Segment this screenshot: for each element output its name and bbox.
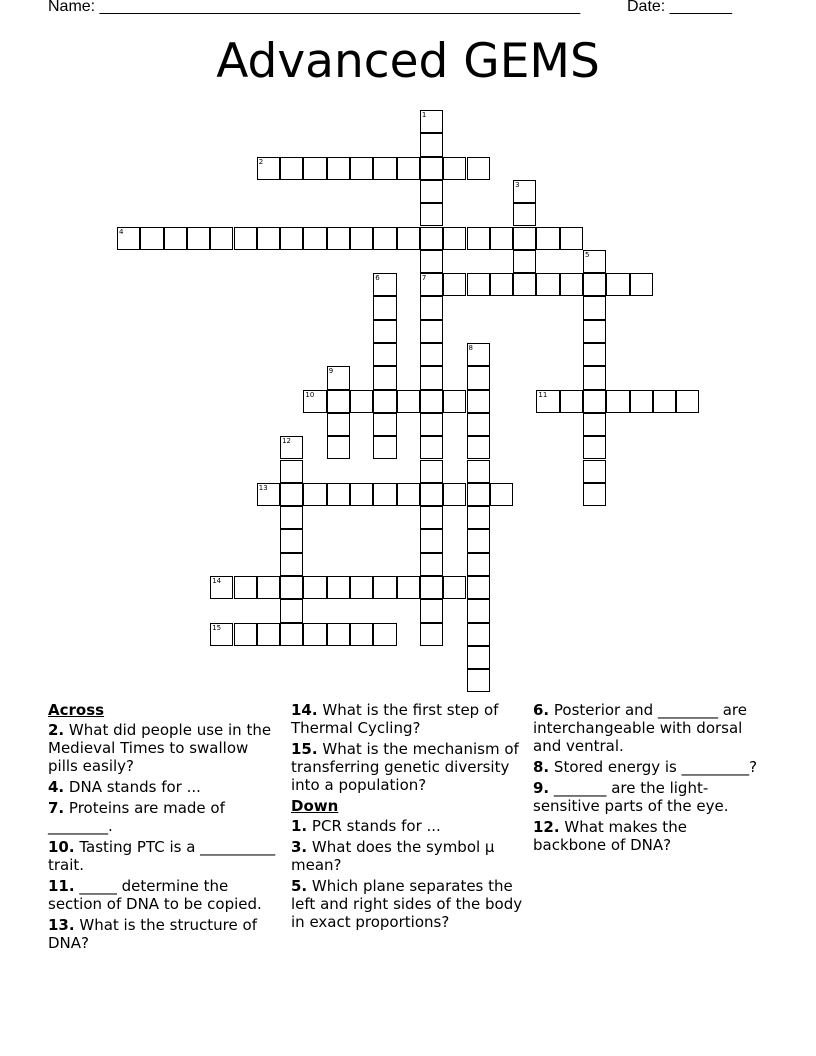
- grid-cell[interactable]: [280, 157, 303, 180]
- grid-cell[interactable]: [327, 436, 350, 459]
- grid-cell[interactable]: [420, 180, 443, 203]
- grid-cell[interactable]: [513, 203, 536, 226]
- clue-column-1: [48, 701, 280, 955]
- clue-number: 8: [468, 344, 473, 352]
- grid-cell[interactable]: [373, 296, 396, 319]
- grid-cell[interactable]: [583, 413, 606, 436]
- grid-cell[interactable]: [583, 343, 606, 366]
- grid-cell[interactable]: [420, 250, 443, 273]
- grid-cell[interactable]: [257, 623, 280, 646]
- grid-cell[interactable]: [373, 576, 396, 599]
- grid-cell[interactable]: [397, 390, 420, 413]
- grid-cell[interactable]: [653, 390, 676, 413]
- grid-cell[interactable]: [420, 390, 443, 413]
- grid-cell[interactable]: [164, 227, 187, 250]
- grid-cell[interactable]: [257, 227, 280, 250]
- grid-cell[interactable]: [490, 483, 513, 506]
- grid-cell[interactable]: [187, 227, 210, 250]
- grid-cell[interactable]: [513, 250, 536, 273]
- grid-cell[interactable]: [467, 413, 490, 436]
- grid-cell[interactable]: [397, 483, 420, 506]
- grid-cell[interactable]: [420, 599, 443, 622]
- clue-number: 14: [212, 577, 222, 585]
- grid-cell[interactable]: [327, 227, 350, 250]
- grid-cell[interactable]: [420, 506, 443, 529]
- grid-cell[interactable]: [397, 157, 420, 180]
- grid-cell[interactable]: [513, 180, 536, 203]
- clue-down-9: 9. _______ are the light-sensitive parts of the eye.: [533, 779, 729, 815]
- grid-cell[interactable]: [117, 227, 140, 250]
- grid-cell[interactable]: [373, 366, 396, 389]
- grid-cell[interactable]: [303, 157, 326, 180]
- grid-cell[interactable]: [583, 273, 606, 296]
- across-heading: Across: [48, 701, 105, 719]
- grid-cell[interactable]: [630, 273, 653, 296]
- grid-cell[interactable]: [373, 623, 396, 646]
- grid-cell[interactable]: [583, 390, 606, 413]
- grid-cell[interactable]: [280, 553, 303, 576]
- clue-down-3: 3. What does the symbol μ mean?: [291, 838, 495, 874]
- grid-cell[interactable]: [443, 576, 466, 599]
- clue-down-6: 6. Posterior and ________ are interchangeable with dorsal and ventral.: [533, 701, 747, 755]
- grid-cell[interactable]: [210, 623, 233, 646]
- grid-cell[interactable]: [327, 157, 350, 180]
- grid-cell[interactable]: [420, 576, 443, 599]
- grid-cell[interactable]: [443, 227, 466, 250]
- grid-cell[interactable]: [373, 320, 396, 343]
- grid-cell[interactable]: [280, 506, 303, 529]
- clue-down-5: 5. Which plane separates the left and right sides of the body in exact proportions?: [291, 877, 523, 931]
- grid-cell[interactable]: [280, 460, 303, 483]
- grid-cell[interactable]: [467, 343, 490, 366]
- grid-cell[interactable]: [490, 227, 513, 250]
- grid-cell[interactable]: [350, 157, 373, 180]
- grid-cell[interactable]: [234, 227, 257, 250]
- clue-across-14: 14. What is the first step of Thermal Cycling?: [291, 701, 499, 737]
- clue-across-11: 11. _____ determine the section of DNA to be copied.: [48, 877, 262, 913]
- grid-cell[interactable]: [467, 366, 490, 389]
- grid-cell[interactable]: [280, 623, 303, 646]
- grid-cell[interactable]: [467, 273, 490, 296]
- grid-cell[interactable]: [210, 227, 233, 250]
- grid-cell[interactable]: [536, 273, 559, 296]
- grid-cell[interactable]: [420, 366, 443, 389]
- clue-number: 6: [375, 274, 380, 283]
- grid-cell[interactable]: [606, 390, 629, 413]
- grid-cell[interactable]: [490, 273, 513, 296]
- grid-cell[interactable]: [583, 460, 606, 483]
- clue-number: 3: [515, 180, 520, 189]
- grid-cell[interactable]: [234, 623, 257, 646]
- clue-number: 5: [585, 250, 590, 259]
- grid-cell[interactable]: [303, 623, 326, 646]
- grid-cell[interactable]: [560, 390, 583, 413]
- clue-column-3: [533, 701, 758, 857]
- clue-number: 7: [421, 274, 427, 283]
- grid-cell[interactable]: [420, 483, 443, 506]
- down-heading: Down: [291, 797, 339, 815]
- grid-cell[interactable]: [467, 506, 490, 529]
- clue-number: 10: [305, 390, 315, 399]
- grid-cell[interactable]: [583, 436, 606, 459]
- grid-cell[interactable]: [327, 576, 350, 599]
- grid-cell[interactable]: [606, 273, 629, 296]
- grid-cell[interactable]: [583, 250, 606, 273]
- grid-cell[interactable]: [420, 320, 443, 343]
- grid-cell[interactable]: [583, 483, 606, 506]
- grid-cell[interactable]: [327, 483, 350, 506]
- clue-down-8: 8. Stored energy is _________?: [533, 758, 758, 776]
- grid-cell[interactable]: [350, 483, 373, 506]
- grid-cell[interactable]: [583, 366, 606, 389]
- grid-cell[interactable]: [467, 669, 490, 692]
- clue-down-12: 12. What makes the backbone of DNA?: [533, 818, 687, 854]
- grid-cell[interactable]: [373, 390, 396, 413]
- grid-cell[interactable]: [280, 529, 303, 552]
- grid-cell[interactable]: [467, 436, 490, 459]
- grid-cell[interactable]: [257, 576, 280, 599]
- grid-cell[interactable]: [467, 646, 490, 669]
- clue-number: 15: [212, 623, 222, 632]
- grid-cell[interactable]: [467, 460, 490, 483]
- grid-cell[interactable]: [443, 157, 466, 180]
- grid-cell[interactable]: [560, 227, 583, 250]
- grid-cell[interactable]: [467, 390, 490, 413]
- clue-down-1: 1. PCR stands for ...: [291, 817, 441, 835]
- grid-cell[interactable]: [280, 576, 303, 599]
- grid-cell[interactable]: [280, 483, 303, 506]
- date-field-label: Date: _______: [627, 0, 732, 15]
- clue-number: 2: [258, 157, 264, 166]
- clue-number: 4: [119, 227, 124, 236]
- grid-cell[interactable]: [420, 460, 443, 483]
- name-field-label: Name: ______________________________________________________: [48, 0, 581, 15]
- grid-cell[interactable]: [467, 483, 490, 506]
- grid-cell[interactable]: [467, 623, 490, 646]
- grid-cell[interactable]: [373, 413, 396, 436]
- grid-cell[interactable]: [350, 576, 373, 599]
- grid-cell[interactable]: [420, 273, 443, 296]
- grid-cell[interactable]: [280, 436, 303, 459]
- grid-cell[interactable]: [397, 576, 420, 599]
- grid-cell[interactable]: [443, 273, 466, 296]
- grid-cell[interactable]: [583, 320, 606, 343]
- grid-cell[interactable]: [234, 576, 257, 599]
- grid-cell[interactable]: [420, 227, 443, 250]
- grid-cell[interactable]: [420, 623, 443, 646]
- grid-cell[interactable]: [280, 599, 303, 622]
- clue-number: 9: [328, 367, 334, 376]
- grid-cell[interactable]: [373, 273, 396, 296]
- clue-across-10: 10. Tasting PTC is a __________ trait.: [48, 838, 276, 874]
- page-title: Advanced GEMS: [216, 34, 600, 89]
- grid-cell[interactable]: [467, 599, 490, 622]
- grid-cell[interactable]: [420, 343, 443, 366]
- grid-cell[interactable]: [420, 529, 443, 552]
- grid-cell[interactable]: [350, 390, 373, 413]
- grid-cell[interactable]: [210, 576, 233, 599]
- grid-cell[interactable]: [676, 390, 699, 413]
- grid-cell[interactable]: [373, 343, 396, 366]
- grid-cell[interactable]: [536, 227, 559, 250]
- grid-cell[interactable]: [140, 227, 163, 250]
- clue-number: 13: [258, 483, 268, 492]
- clue-across-2: 2. What did people use in the Medieval Times to swallow pills easily?: [48, 721, 272, 775]
- grid-cell[interactable]: [257, 483, 280, 506]
- grid-cell[interactable]: [350, 623, 373, 646]
- grid-cell[interactable]: [303, 483, 326, 506]
- grid-cell[interactable]: [373, 157, 396, 180]
- grid-cell[interactable]: [397, 227, 420, 250]
- clue-across-15: 15. What is the mechanism of transferring genetic diversity into a population?: [291, 740, 519, 794]
- grid-cell[interactable]: [467, 227, 490, 250]
- grid-cell[interactable]: [513, 227, 536, 250]
- grid-cell[interactable]: [420, 553, 443, 576]
- grid-cell[interactable]: [420, 413, 443, 436]
- grid-cell[interactable]: [443, 390, 466, 413]
- grid-cell[interactable]: [303, 390, 326, 413]
- grid-cell[interactable]: [420, 296, 443, 319]
- grid-cell[interactable]: [327, 413, 350, 436]
- clue-number: 1: [421, 111, 427, 119]
- grid-cell[interactable]: [327, 366, 350, 389]
- grid-cell[interactable]: [327, 390, 350, 413]
- grid-cell[interactable]: [303, 576, 326, 599]
- grid-cell[interactable]: [467, 553, 490, 576]
- grid-cell[interactable]: [630, 390, 653, 413]
- grid-cell[interactable]: [373, 483, 396, 506]
- grid-cell[interactable]: [420, 110, 443, 133]
- grid-cell[interactable]: [467, 576, 490, 599]
- grid-cell[interactable]: [443, 483, 466, 506]
- clue-across-13: 13. What is the structure of DNA?: [48, 916, 257, 952]
- grid-cell[interactable]: [467, 529, 490, 552]
- clue-across-7: 7. Proteins are made of ________.: [48, 799, 225, 835]
- grid-cell[interactable]: [513, 273, 536, 296]
- clue-column-2: [291, 701, 523, 934]
- grid-cell[interactable]: [420, 436, 443, 459]
- grid-cell[interactable]: [327, 623, 350, 646]
- grid-cell[interactable]: [536, 390, 559, 413]
- grid-cell[interactable]: [583, 296, 606, 319]
- grid-cell[interactable]: [257, 157, 280, 180]
- grid-cell[interactable]: [373, 436, 396, 459]
- grid-cell[interactable]: [280, 227, 303, 250]
- grid-cell[interactable]: [420, 157, 443, 180]
- grid-cell[interactable]: [560, 273, 583, 296]
- grid-cell[interactable]: [420, 203, 443, 226]
- clue-number: 12: [282, 437, 292, 446]
- clue-across-4: 4. DNA stands for ...: [48, 778, 201, 796]
- grid-cell[interactable]: [420, 133, 443, 156]
- clue-number: 11: [538, 390, 548, 399]
- grid-cell[interactable]: [303, 227, 326, 250]
- grid-cell[interactable]: [467, 157, 490, 180]
- grid-cell[interactable]: [350, 227, 373, 250]
- grid-cell[interactable]: [373, 227, 396, 250]
